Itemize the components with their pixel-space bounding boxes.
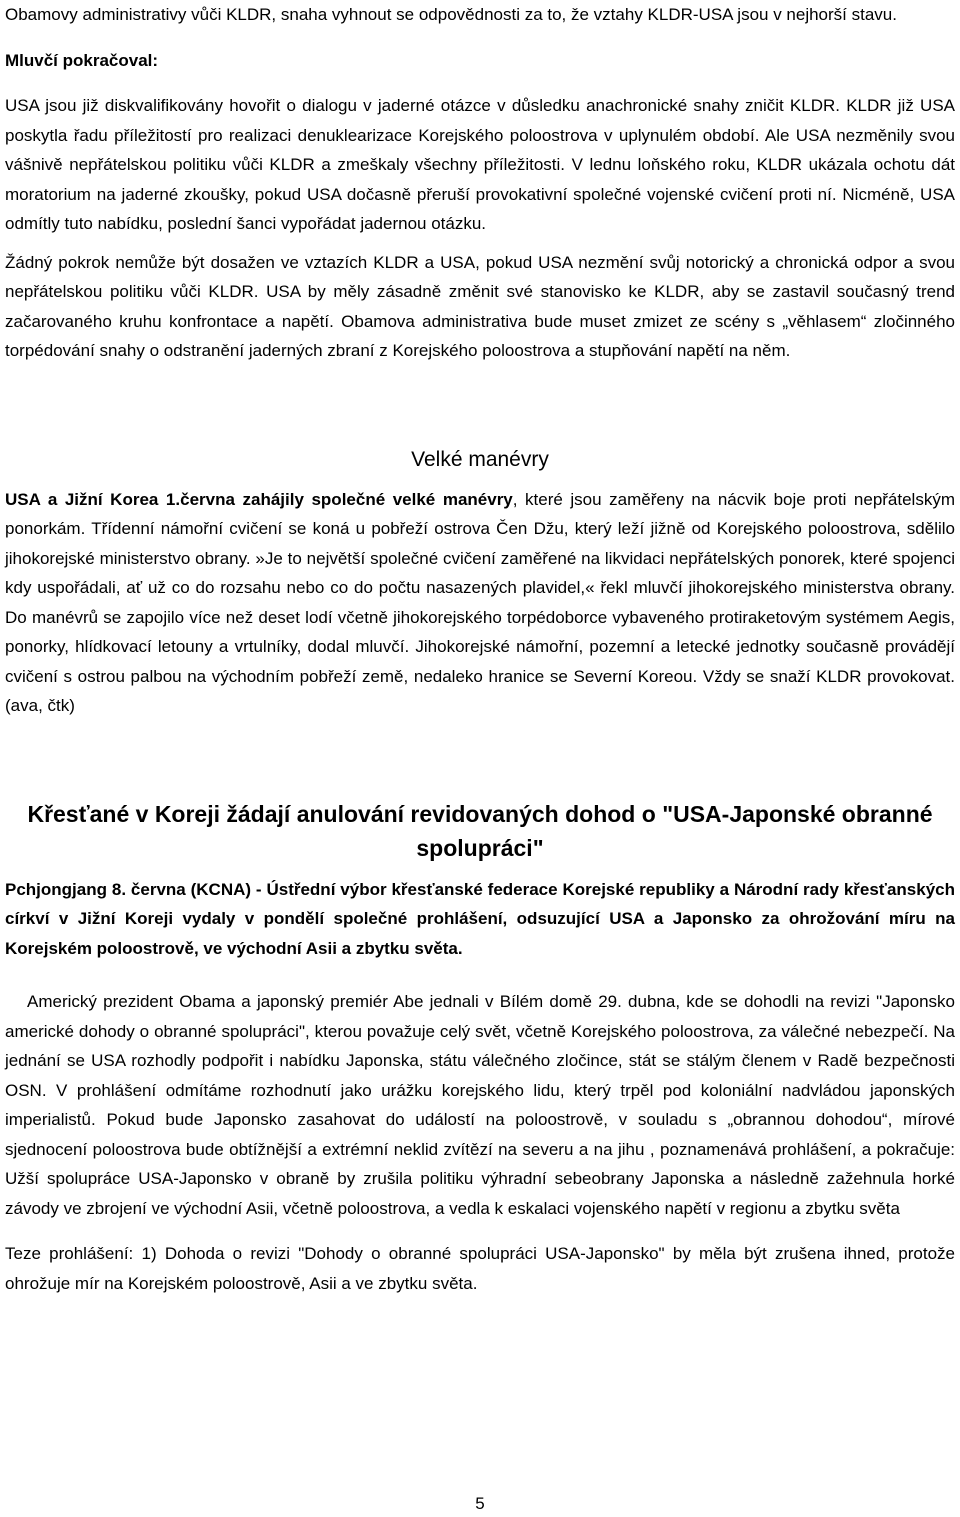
intro-paragraph: Obamovy administrativy vůči KLDR, snaha vyhnout se odpovědnosti za to, že vztahy KLDR-USA jsou v nejhorší stavu. bbox=[5, 5, 897, 24]
section-title-christians: Křesťané v Koreji žádají anulování revidovaných dohod o "USA-Japonské obranné spolupráci" bbox=[27, 800, 933, 861]
spokesman-label: Mluvčí pokračoval: bbox=[5, 50, 159, 70]
page-number: 5 bbox=[475, 1494, 485, 1513]
progress-paragraph: Žádný pokrok nemůže být dosažen ve vztazích KLDR a USA, pokud USA nezmění svůj notorický a chronická odpor a svou nepřátelskou politiku vůči KLDR. USA by měly zásadně změnit své stanovisko ke KLDR, aby se zastavil současný trend začarovaného kruhu konfrontace a napětí. Obamova administrativa bude muset zmizet ze scény s „věhlasem“ zločinného torpédování snahy o odstranění jaderných zbraní z Korejského poloostrova a stupňování napětí na něm. bbox=[5, 252, 955, 360]
section-christians-paragraph-1: Americký prezident Obama a japonský premiér Abe jednali v Bílém domě 29. dubna, kde se dohodli na revizi "Japonsko americké dohody o obranné spolupráci", kterou považuje celý svět, včetně Korejského poloostrova, za válečné nebezpečí. Na jednání se USA rozhodly podpořit i nabídku Japonska, státu válečného zločince, stát se stálým členem v Radě bezpečnosti OSN. V prohlášení odmítáme rozhodnutí jako urážku korejského lidu, který trpěl pod koloniální nadvládou japonských imperialistů. Pokud bude Japonsko zasahovat do událostí na poloostrově, v souladu s „obrannou dohodou“, mírové sjednocení poloostrova bude obtížnější a extrémní neklid zvítězí na severu a na jihu , poznamenává prohlášení, a pokračuje: Užší spolupráce USA-Japonsko v obraně by zrušila politiku výhradní sebeobrany Japonska a následně zažehnula horké závody ve zbrojení ve východní Asii, včetně poloostrova, a vedla k eskalaci vojenského napětí v regionu a zbytku světa bbox=[5, 992, 955, 1218]
document-page bbox=[5, 0, 955, 1298]
section-title-maneuvers: Velké manévry bbox=[411, 447, 549, 471]
section-maneuvers-text: , které jsou zaměřeny na nácvik boje proti nepřátelským ponorkám. Třídenní námořní cvičení se koná u pobřeží ostrova Čen Džu, který leží jižně od Korejského poloostrova, sdělilo jihokorejské ministerstvo obrany. »Je to největší společné cvičení zaměřené na likvidaci nepřátelských ponorek, které spojenci kdy uspořádali, ať už co do rozsahu nebo co do počtu nasazených plavidel,« řekl mluvčí jihokorejského ministerstva obrany. Do manévrů se zapojilo více než deset lodí včetně jihokorejského torpédoborce vybaveného protiraketovým systémem Aegis, ponorky, hlídkovací letouny a vrtulníky, dodal mluvčí. Jihokorejské námořní, pozemní a letecké jednotky současně provádějí cvičení s ostrou palbou na východním pobřeží země, nedaleko hranice se Severní Koreou. Vždy se snaží KLDR provokovat. (ava, čtk) bbox=[5, 489, 955, 715]
section-christians-paragraph-2: Teze prohlášení: 1) Dohoda o revizi "Dohody o obranné spolupráci USA-Japonsko" by měla být zrušena ihned, protože ohrožuje mír na Korejském poloostrově, Asii a ve zbytku světa. bbox=[5, 1244, 955, 1293]
section-maneuvers-body bbox=[5, 485, 955, 721]
spokesman-paragraph: USA jsou již diskvalifikovány hovořit o dialogu v jaderné otázce v důsledku anachronické snahy zničit KLDR. KLDR již USA poskytla řadu příležitostí pro realizaci denuklearizace Korejského poloostrova v uplynulém období. Ale USA nezměnily svou vášnivě nepřátelskou politiku vůči KLDR a zmeškaly všechny příležitosti. V lednu loňského roku, KLDR ukázala ochotu dát moratorium na jaderné zkoušky, pokud USA dočasně přeruší provokativní společné vojenské cvičení proti ní. Nicméně, USA odmítly tuto nabídku, poslední šanci vypořádat jadernou otázku. bbox=[5, 96, 955, 233]
section-maneuvers-lead: USA a Jižní Korea 1.června zahájily společné velké manévry bbox=[5, 489, 513, 509]
section-christians-lead: Pchjongjang 8. června (KCNA) - Ústřední výbor křesťanské federace Korejské republiky a Národní rady křesťanských církví v Jižní Koreji vydaly v pondělí společné prohlášení, odsuzující USA a Japonsko za ohrožování míru na Korejském poloostrově, ve východní Asii a zbytku světa. bbox=[5, 879, 955, 958]
